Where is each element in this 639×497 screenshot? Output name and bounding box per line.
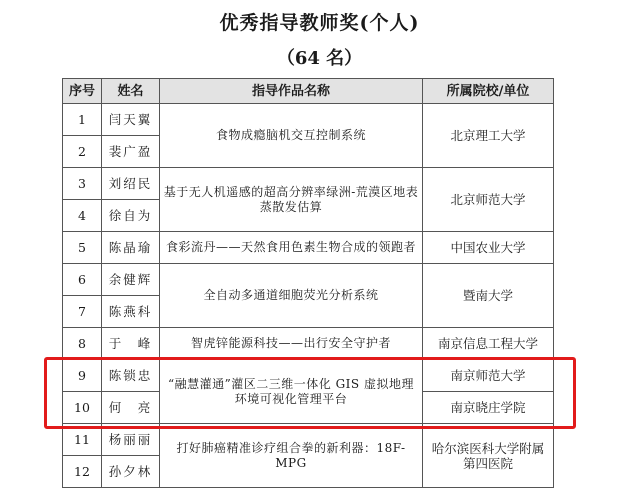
work-title: 食彩流丹——天然食用色素生物合成的领跑者 — [160, 232, 423, 264]
work-title: 智虎锌能源科技——出行安全守护者 — [160, 328, 423, 360]
row-number: 8 — [63, 328, 102, 360]
row-name: 于 峰 — [102, 328, 160, 360]
table-row — [63, 360, 554, 392]
table-row — [63, 328, 554, 360]
table-row — [63, 424, 554, 456]
page-title: 优秀指导教师奖(个人) — [219, 12, 420, 34]
row-number: 3 — [63, 168, 102, 200]
row-name: 何 亮 — [102, 392, 160, 424]
row-name: 裴广盈 — [102, 136, 160, 168]
row-number: 1 — [63, 104, 102, 136]
header-number: 序号 — [63, 79, 102, 104]
institution: 哈尔滨医科大学附属第四医院 — [423, 424, 554, 488]
row-name: 陈晶瑜 — [102, 232, 160, 264]
table-row — [63, 232, 554, 264]
institution: 南京信息工程大学 — [423, 328, 554, 360]
row-number: 10 — [63, 392, 102, 424]
institution: 北京师范大学 — [423, 168, 554, 232]
header-institution: 所属院校/单位 — [423, 79, 554, 104]
row-name: 余健辉 — [102, 264, 160, 296]
institution: 南京晓庄学院 — [423, 392, 554, 424]
work-title: 打好肺癌精准诊疗组合拳的新利器：18F-MPG — [160, 424, 423, 488]
row-number: 7 — [63, 296, 102, 328]
header-work: 指导作品名称 — [160, 79, 423, 104]
table-header-row — [63, 79, 554, 104]
table-row — [63, 104, 554, 136]
row-name: 陈燕科 — [102, 296, 160, 328]
row-number: 5 — [63, 232, 102, 264]
table-row — [63, 264, 554, 296]
header-name: 姓名 — [102, 79, 160, 104]
institution: 南京师范大学 — [423, 360, 554, 392]
page-subtitle: （64 名） — [276, 48, 363, 69]
row-name: 孙夕林 — [102, 456, 160, 488]
row-number: 9 — [63, 360, 102, 392]
work-title: 食物成瘾脑机交互控制系统 — [160, 104, 423, 168]
row-name: 闫天翼 — [102, 104, 160, 136]
work-title: “融慧灌通”灌区二三维一体化 GIS 虚拟地理环境可视化管理平台 — [160, 360, 423, 424]
institution: 中国农业大学 — [423, 232, 554, 264]
work-title: 全自动多通道细胞荧光分析系统 — [160, 264, 423, 328]
row-name: 杨丽丽 — [102, 424, 160, 456]
institution: 北京理工大学 — [423, 104, 554, 168]
row-name: 徐自为 — [102, 200, 160, 232]
row-name: 陈锁忠 — [102, 360, 160, 392]
institution: 暨南大学 — [423, 264, 554, 328]
row-number: 6 — [63, 264, 102, 296]
row-number: 4 — [63, 200, 102, 232]
row-number: 11 — [63, 424, 102, 456]
table-row — [63, 168, 554, 200]
row-name: 刘绍民 — [102, 168, 160, 200]
row-number: 12 — [63, 456, 102, 488]
row-number: 2 — [63, 136, 102, 168]
award-table — [62, 78, 554, 488]
work-title: 基于无人机遥感的超高分辨率绿洲-荒漠区地表蒸散发估算 — [160, 168, 423, 232]
